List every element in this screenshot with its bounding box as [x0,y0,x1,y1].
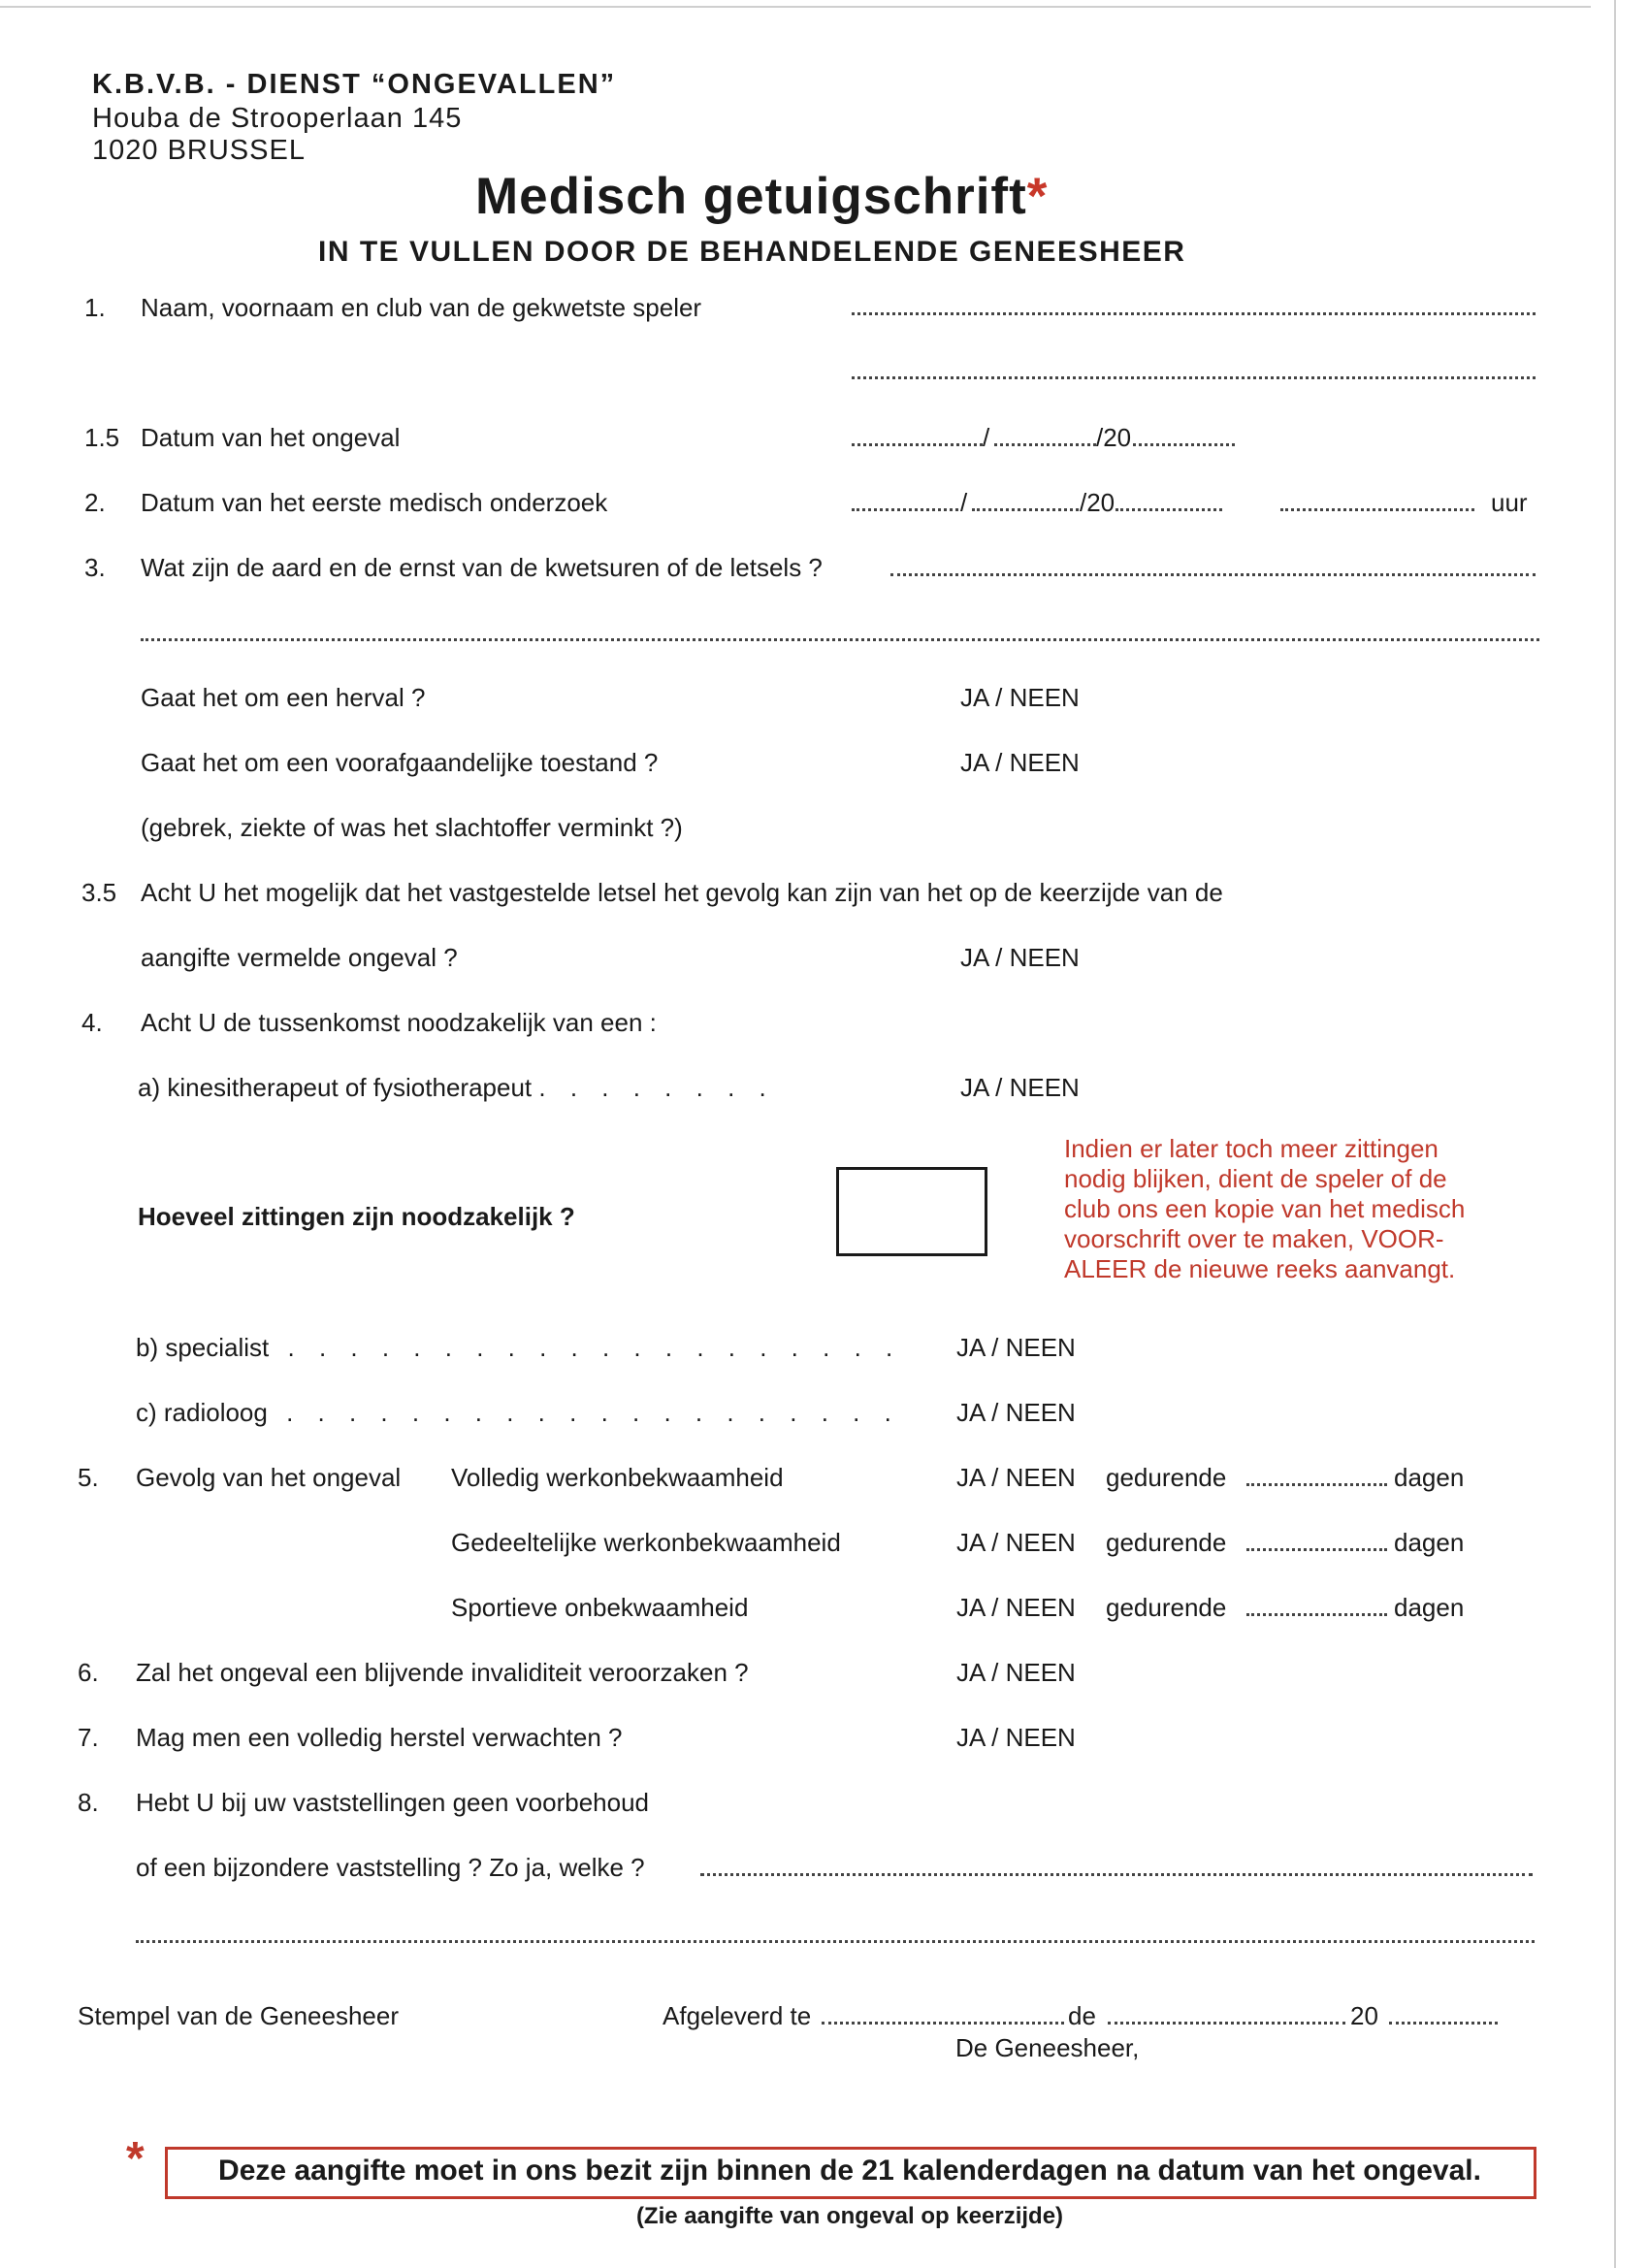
q3-gebrek-note: (gebrek, ziekte of was het slachtoffer verminkt ?) [141,813,683,842]
q5-row-1-gedurende: gedurende [1106,1463,1227,1492]
q4b-label [136,1332,901,1363]
q2-label: Datum van het eerste medisch onderzoek [141,488,608,517]
q6-ja-neen[interactable]: JA / NEEN [956,1658,1076,1687]
de-label: de [1068,2001,1096,2030]
q5-row-1-ja-neen[interactable]: JA / NEEN [956,1463,1076,1492]
page-title-text: Medisch getuigschrift [475,168,1027,225]
q5-row-2-label: Gedeeltelijke werkonbekwaamheid [451,1528,841,1557]
q35-ja-neen[interactable]: JA / NEEN [960,943,1080,972]
q35-number: 3.5 [81,878,117,907]
q5-row-3-days-field[interactable] [1246,1613,1387,1616]
org-name: K.B.V.B. - DIENST “ONGEVALLEN” [92,69,617,100]
org-city: 1020 BRUSSEL [92,135,306,166]
q5-number: 5. [78,1463,99,1492]
asterisk-icon: * [1026,168,1049,225]
q4b-text: b) specialist [136,1333,270,1362]
q3-voorafgaand-label: Gaat het om een voorafgaandelijke toestand ? [141,748,659,777]
page-subtitle: IN TE VULLEN DOOR DE BEHANDELENDE GENEESHEER [318,236,1186,268]
q4c-label [136,1397,900,1428]
notice-subtext: (Zie aangifte van ongeval op keerzijde) [635,2203,1064,2229]
page-title [475,167,1048,226]
q5-row-2-days-field[interactable] [1246,1548,1387,1551]
q5-row-1-dagen: dagen [1394,1463,1465,1492]
q2-unit: uur [1491,488,1528,517]
q3-number: 3. [84,553,106,582]
jaar-label: 20 [1350,2001,1378,2030]
q4a-leader: . . . . . . . [569,1073,775,1102]
q4a-label [138,1072,775,1103]
q7-ja-neen[interactable]: JA / NEEN [956,1723,1076,1752]
q2-hour-field[interactable] [1280,508,1474,511]
q3-label: Wat zijn de aard en de ernst van de kwetsuren of de letsels ? [141,553,823,582]
q4-note-line-2: nodig blijken, dient de speler of de [1064,1164,1447,1193]
afgeleverd-date-field[interactable] [1108,2022,1345,2025]
q8-field-2[interactable] [136,1940,1535,1943]
afgeleverd-year-field[interactable] [1389,2022,1498,2025]
scan-edge-top [0,6,1591,8]
q3-herval-label: Gaat het om een herval ? [141,683,426,712]
q2-year-field[interactable] [1116,508,1222,511]
q1-field-2[interactable] [852,376,1536,379]
q5-row-3-gedurende: gedurende [1106,1593,1227,1622]
q8-line-1: Hebt U bij uw vaststellingen geen voorbehoud [136,1788,650,1817]
q1-number: 1. [84,293,106,322]
q5-label: Gevolg van het ongeval [136,1463,402,1492]
q3-voorafgaand-ja-neen[interactable]: JA / NEEN [960,748,1080,777]
afgeleverd-place-field[interactable] [822,2022,1064,2025]
q5-row-1-days-field[interactable] [1246,1483,1387,1486]
q15-label: Datum van het ongeval [141,423,401,452]
q4-number: 4. [81,1008,103,1037]
q8-number: 8. [78,1788,99,1817]
q15-number: 1.5 [84,423,120,452]
q35-line-2: aangifte vermelde ongeval ? [141,943,458,972]
q3-field-2[interactable] [141,638,1539,641]
q15-year-field[interactable] [1133,443,1235,446]
q2-year-prefix: /20 [1080,488,1116,517]
q4-note-line-5: ALEER de nieuwe reeks aanvangt. [1064,1254,1456,1283]
q4-zittingen-input[interactable] [836,1167,987,1256]
afgeleverd-label: Afgeleverd te [663,2001,812,2030]
stempel-label: Stempel van de Geneesheer [78,2001,399,2030]
q1-field-1[interactable] [852,312,1536,315]
notice-asterisk-icon: * [126,2133,145,2185]
q5-row-3-label: Sportieve onbekwaamheid [451,1593,749,1622]
scan-edge-right [1614,0,1616,2268]
q6-label: Zal het ongeval een blijvende invaliditeit veroorzaken ? [136,1658,749,1687]
q5-row-3-ja-neen[interactable]: JA / NEEN [956,1593,1076,1622]
q4c-leader: . . . . . . . . . . . . . . . . . . . . [286,1398,900,1427]
q8-field-1[interactable] [700,1873,1533,1876]
q4-zittingen-label: Hoeveel zittingen zijn noodzakelijk ? [138,1202,575,1231]
q2-slash: / [960,488,968,517]
q4-note-line-4: voorschrift over te maken, VOOR- [1064,1224,1444,1253]
q4-note-line-1: Indien er later toch meer zittingen [1064,1134,1439,1163]
q15-day-field[interactable] [852,443,983,446]
q3-herval-ja-neen[interactable]: JA / NEEN [960,683,1080,712]
q5-row-2-ja-neen[interactable]: JA / NEEN [956,1528,1076,1557]
q5-row-2-gedurende: gedurende [1106,1528,1227,1557]
q15-month-field[interactable] [994,443,1096,446]
notice-text: Deze aangifte moet in ons bezit zijn binnen de 21 kalenderdagen na datum van het ongeval. [218,2155,1481,2187]
q35-line-1: Acht U het mogelijk dat het vastgestelde letsel het gevolg kan zijn van het op de keerzijde van de [141,878,1223,907]
q4-label: Acht U de tussenkomst noodzakelijk van een : [141,1008,657,1037]
q4a-ja-neen[interactable]: JA / NEEN [960,1073,1080,1102]
q5-row-3-dagen: dagen [1394,1593,1465,1622]
q15-year-prefix: /20 [1096,423,1132,452]
q5-row-2-dagen: dagen [1394,1528,1465,1557]
q15-slash: / [983,423,990,452]
q6-number: 6. [78,1658,99,1687]
q8-line-2: of een bijzondere vaststelling ? Zo ja, welke ? [136,1853,645,1882]
q3-field-1[interactable] [890,573,1536,576]
q4a-text: a) kinesitherapeut of fysiotherapeut . [138,1073,546,1102]
q4c-text: c) radioloog [136,1398,268,1427]
q2-day-field[interactable] [852,508,958,511]
q4b-ja-neen[interactable]: JA / NEEN [956,1333,1076,1362]
q1-label: Naam, voornaam en club van de gekwetste speler [141,293,702,322]
q2-month-field[interactable] [972,508,1079,511]
q4c-ja-neen[interactable]: JA / NEEN [956,1398,1076,1427]
q4b-leader: . . . . . . . . . . . . . . . . . . . . [287,1333,902,1362]
q7-number: 7. [78,1723,99,1752]
q2-number: 2. [84,488,106,517]
q5-row-1-label: Volledig werkonbekwaamheid [451,1463,784,1492]
geneesheer-label: De Geneesheer, [955,2033,1140,2062]
org-street: Houba de Strooperlaan 145 [92,103,463,134]
q7-label: Mag men een volledig herstel verwachten ? [136,1723,623,1752]
q4-note-line-3: club ons een kopie van het medisch [1064,1194,1466,1223]
